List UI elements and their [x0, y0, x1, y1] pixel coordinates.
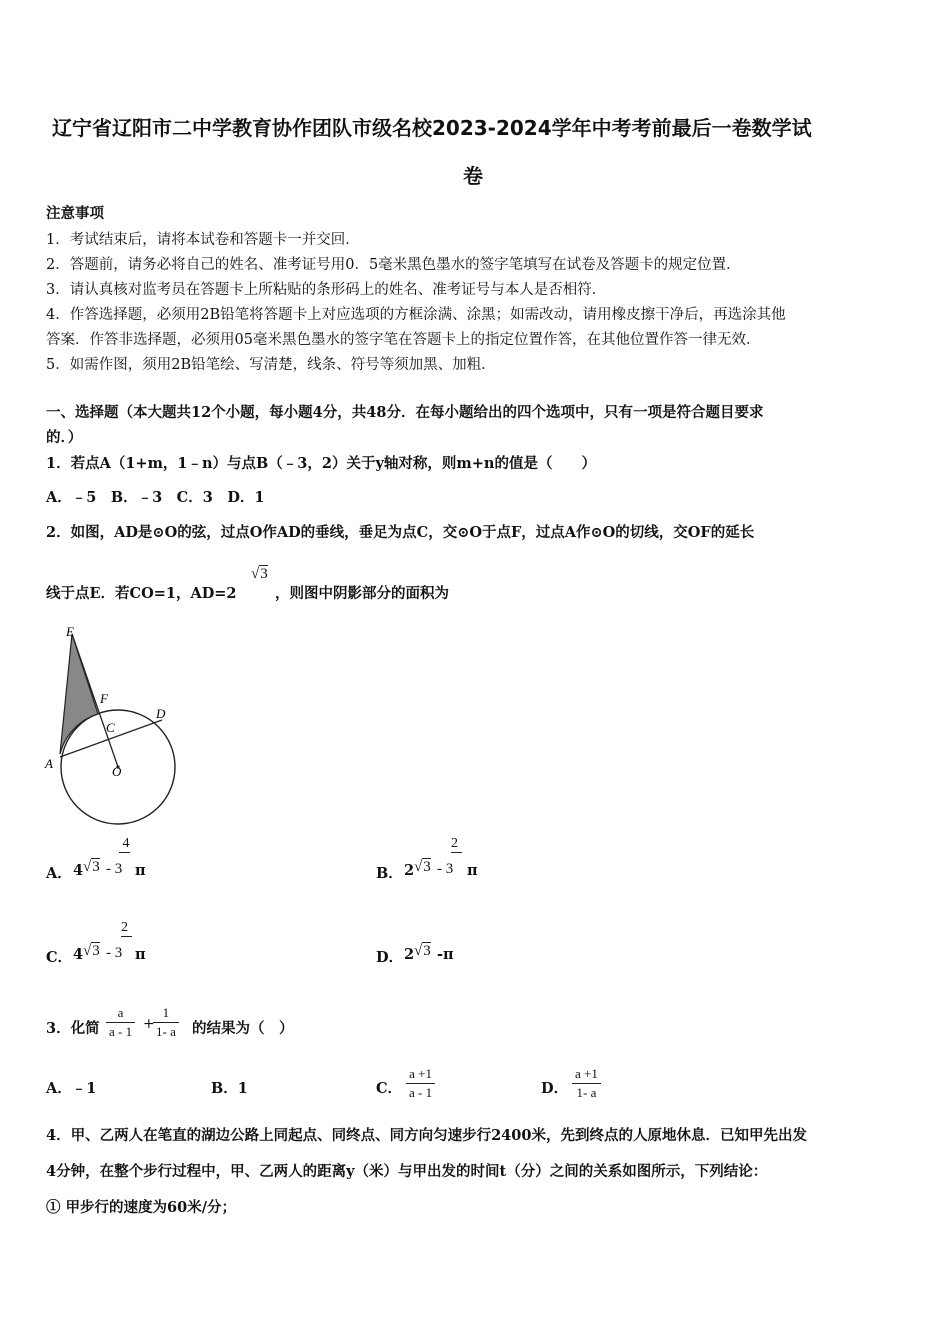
q3-option-d-den: 1- a [576, 1085, 597, 1100]
q3-option-c-num: a +1 [406, 1066, 435, 1084]
q3-stem-b: 的结果为（ ） [192, 1020, 294, 1037]
q4-stem-line1: 4．甲、乙两人在笔直的湖边公路上同起点、同终点、同方向匀速步行2400米，先到终点的人原地休息．已知甲先出发 [46, 1127, 807, 1144]
q2-stem-sqrt-arg: 3 [260, 566, 268, 582]
q3-frac1-den: a - 1 [109, 1024, 133, 1039]
label-e: E [66, 624, 74, 639]
q2-option-b-coef: 2 [404, 862, 415, 879]
q2-option-d-sqrt-arg: 3 [423, 943, 431, 959]
q2-stem-line2-a: 线于点E．若CO=1，AD=2 [46, 585, 237, 602]
page-title-line1: 辽宁省辽阳市二中学教育协作团队市级名校2023-2024学年中考考前最后一卷数学试 [52, 116, 812, 140]
label-f: F [100, 691, 108, 706]
q3-frac1 [106, 1005, 135, 1040]
notice-item-4-cont: 答案．作答非选择题，必须用05毫米黑色墨水的签字笔在答题卡上的指定位置作答，在其他位置作答一律无效． [46, 332, 761, 348]
label-o: O [112, 764, 122, 779]
q2-stem-line2-b: ，则图中阴影部分的面积为 [275, 585, 449, 602]
q3-option-c-letter: C． [376, 1080, 403, 1097]
notice-item-4: 4．作答选择题，必须用2B铅笔将答题卡上对应选项的方框涂满、涂黑；如需改动，请用橡皮擦干净后，再选涂其他 [46, 307, 786, 323]
page-title-line2: 卷 [463, 164, 483, 188]
q2-option-d-coef: 2 [404, 946, 415, 963]
q2-option-a-frac-num: 4 [122, 836, 130, 851]
q1-options: A．﹣5 B．﹣3 C．3 D．1 [46, 489, 265, 506]
q2-option-b-frac-num: 2 [451, 836, 458, 851]
q3-frac2 [153, 1005, 179, 1040]
q2-option-c-fracbar [121, 936, 132, 937]
q3-plus: + [143, 1016, 155, 1032]
q2-option-d-sqrt: √3 [414, 943, 431, 959]
q2-option-a-sqrt-arg: 3 [92, 859, 100, 875]
q3-frac1-num: a [106, 1005, 135, 1023]
q2-option-c-sqrt: √3 [83, 943, 100, 959]
q2-option-a-sqrt: √3 [83, 859, 100, 875]
q2-stem-line1: 2．如图，AD是⊙O的弦，过点O作AD的垂线，垂足为点C，交⊙O于点F，过点A作⊙O的切线，交OF的延长 [46, 524, 755, 541]
q4-stem-line2: 4分钟，在整个步行过程中，甲、乙两人的距离y（米）与甲出发的时间t（分）之间的关系如图所示，下列结论： [46, 1163, 768, 1180]
notice-item-5: 5．如需作图，须用2B铅笔绘、写清楚，线条、符号等须加黑、加粗． [46, 357, 496, 373]
q1-stem: 1．若点A（1+m，1﹣n）与点B（﹣3，2）关于y轴对称，则m+n的值是（ ） [46, 455, 596, 472]
q2-option-a-frac [119, 836, 133, 852]
q2-option-a [46, 862, 72, 883]
q2-geometry-figure [40, 622, 190, 827]
q3-option-c-den: a - 1 [409, 1085, 433, 1100]
q2-option-c-pi: π [135, 946, 146, 963]
q4-conclusion-1: ① 甲步行的速度为60米/分； [46, 1199, 237, 1216]
q2-option-a-minus: - 3 [106, 861, 123, 877]
notice-heading: 注意事项 [46, 205, 104, 222]
q2-option-d-letter: D． [376, 949, 404, 966]
q2-option-c-frac-num: 2 [121, 920, 128, 935]
q2-option-c-letter: C． [46, 949, 73, 966]
q2-option-c-coef: 4 [73, 946, 84, 963]
q2-option-c-sqrt-arg: 3 [92, 943, 100, 959]
q2-option-a-letter: A． [46, 865, 72, 882]
section-heading-line1: 一、选择题（本大题共12个小题，每小题4分，共48分．在每小题给出的四个选项中，只有一项是符合题目要求 [46, 404, 764, 421]
q2-option-b-fracbar [451, 852, 462, 853]
q2-option-b-sqrt-arg: 3 [423, 859, 431, 875]
q2-option-a-fracbar [119, 852, 130, 853]
notice-item-2: 2．答题前，请务必将自己的姓名、准考证号用0．5毫米黑色墨水的签字笔填写在试卷及答题卡的规定位置． [46, 257, 741, 273]
q2-option-b-letter: B． [376, 865, 403, 882]
q2-option-d-tail: -π [437, 946, 454, 963]
notice-item-1: 1．考试结束后，请将本试卷和答题卡一并交回． [46, 232, 360, 248]
q3-option-d-letter: D． [541, 1080, 569, 1097]
q3-option-d-frac [572, 1066, 601, 1101]
q2-option-c-minus: - 3 [106, 945, 123, 961]
q3-option-a: A．﹣1 [46, 1080, 97, 1097]
label-c: C [106, 720, 115, 735]
q3-option-b: B．1 [211, 1080, 248, 1097]
q2-option-b-sqrt: √3 [414, 859, 431, 875]
q2-option-b-pi: π [467, 862, 478, 879]
label-a: A [45, 756, 53, 771]
q3-stem-a: 3．化简 [46, 1020, 100, 1037]
q2-option-b-minus: - 3 [437, 861, 454, 877]
label-d: D [156, 706, 166, 721]
q2-option-a-pi: π [135, 862, 146, 879]
q3-option-c-frac [406, 1066, 435, 1101]
q2-option-a-coef: 4 [73, 862, 84, 879]
notice-item-3: 3．请认真核对监考员在答题卡上所粘贴的条形码上的姓名、准考证号与本人是否相符． [46, 282, 607, 298]
section-heading-line2: 的．） [46, 429, 83, 446]
q3-frac2-den: 1- a [156, 1024, 176, 1039]
q3-frac2-num: 1 [153, 1005, 179, 1023]
q2-stem-sqrt: √3 [251, 566, 268, 582]
q3-option-d-num: a +1 [572, 1066, 601, 1084]
